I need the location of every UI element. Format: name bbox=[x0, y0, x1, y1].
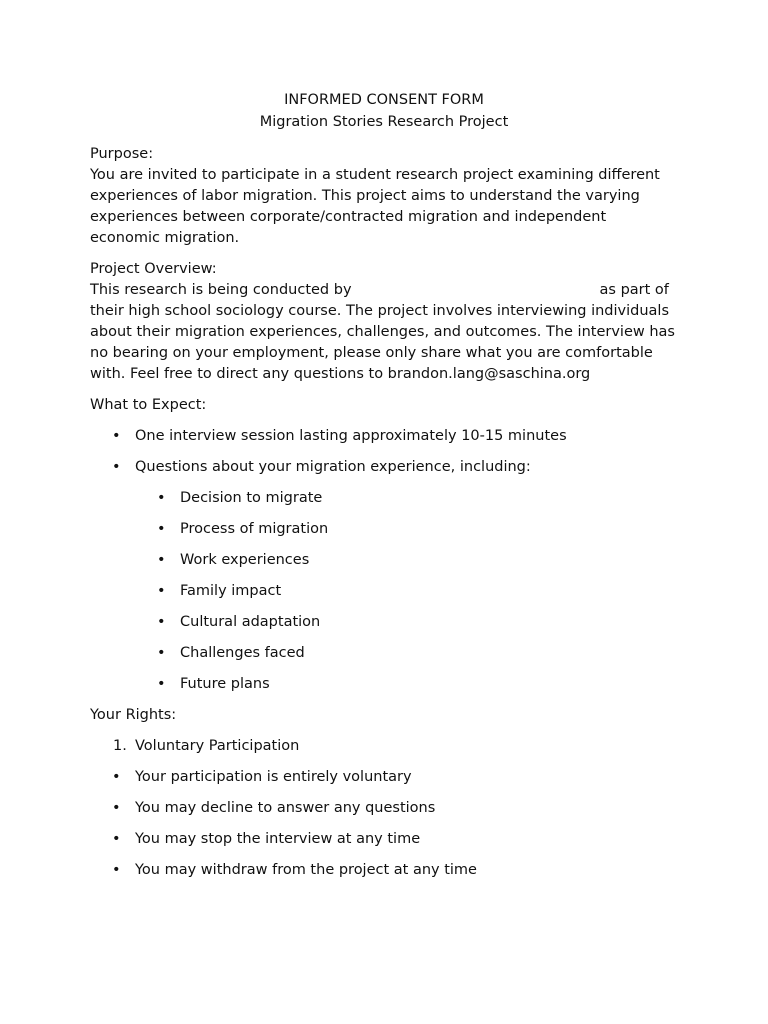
rights-item-text: You may withdraw from the project at any time bbox=[135, 862, 477, 878]
expect-item-text: Questions about your migration experience, including: bbox=[135, 459, 531, 475]
list-item bbox=[90, 767, 680, 788]
bullet-icon: • bbox=[112, 769, 121, 785]
list-item bbox=[90, 550, 680, 571]
list-item bbox=[90, 674, 680, 695]
expect-subitem-text: Work experiences bbox=[180, 552, 310, 568]
list-item bbox=[90, 798, 680, 819]
bullet-icon: • bbox=[112, 862, 121, 878]
expect-subitem-text: Family impact bbox=[180, 583, 282, 599]
list-number: 1. bbox=[113, 738, 127, 754]
list-item bbox=[90, 457, 680, 478]
list-item bbox=[90, 519, 680, 540]
bullet-icon: • bbox=[157, 490, 166, 506]
expect-list bbox=[90, 426, 680, 478]
overview-text-before: This research is being conducted by bbox=[90, 282, 352, 298]
expect-subitem-text: Future plans bbox=[180, 676, 270, 692]
bullet-icon: • bbox=[157, 583, 166, 599]
expect-heading: What to Expect: bbox=[90, 397, 207, 413]
overview-heading: Project Overview: bbox=[90, 261, 217, 277]
rights-item-text: You may decline to answer any questions bbox=[135, 800, 436, 816]
rights-list bbox=[90, 767, 680, 881]
expect-subitem-text: Challenges faced bbox=[180, 645, 305, 661]
overview-text bbox=[90, 280, 680, 385]
bullet-icon: • bbox=[157, 645, 166, 661]
consent-form-page bbox=[90, 90, 680, 881]
list-item bbox=[90, 829, 680, 850]
bullet-icon: • bbox=[157, 676, 166, 692]
bullet-icon: • bbox=[157, 552, 166, 568]
list-item bbox=[90, 488, 680, 509]
expect-subitem-text: Decision to migrate bbox=[180, 490, 323, 506]
list-item bbox=[90, 426, 680, 447]
document-subtitle: Migration Stories Research Project bbox=[259, 114, 509, 130]
document-title: INFORMED CONSENT FORM bbox=[284, 92, 484, 108]
rights-item-text: Your participation is entirely voluntary bbox=[135, 769, 412, 785]
expect-subitem-text: Cultural adaptation bbox=[180, 614, 321, 630]
list-item bbox=[90, 643, 680, 664]
list-item bbox=[90, 612, 680, 633]
rights-numbered-list bbox=[90, 736, 680, 757]
list-item bbox=[90, 581, 680, 602]
expect-subitem-text: Process of migration bbox=[180, 521, 329, 537]
bullet-icon: • bbox=[157, 521, 166, 537]
expect-sublist bbox=[90, 488, 680, 695]
list-item bbox=[90, 736, 680, 757]
list-item bbox=[90, 860, 680, 881]
bullet-icon: • bbox=[112, 428, 121, 444]
bullet-icon: • bbox=[157, 614, 166, 630]
expect-item-text: One interview session lasting approximately 10-15 minutes bbox=[135, 428, 567, 444]
purpose-text: You are invited to participate in a student research project examining different experiences of labor migration. This project aims to understand the varying experiences between corporate/contracted migration and independent economic migration. bbox=[90, 167, 660, 246]
bullet-icon: • bbox=[112, 459, 121, 475]
rights-heading: Your Rights: bbox=[90, 707, 177, 723]
overview-text-after: as part of their high school sociology course. The project involves interviewing individuals about their migration experiences, challenges, and outcomes. The interview has no bearing on your employment, please only share what you are comfortable with. Feel free to direct any questions to brandon.lang@saschina.org bbox=[90, 282, 675, 382]
purpose-heading: Purpose: bbox=[90, 146, 154, 162]
rights-item-text: You may stop the interview at any time bbox=[135, 831, 421, 847]
bullet-icon: • bbox=[112, 800, 121, 816]
rights-numbered-label: Voluntary Participation bbox=[135, 738, 300, 754]
bullet-icon: • bbox=[112, 831, 121, 847]
